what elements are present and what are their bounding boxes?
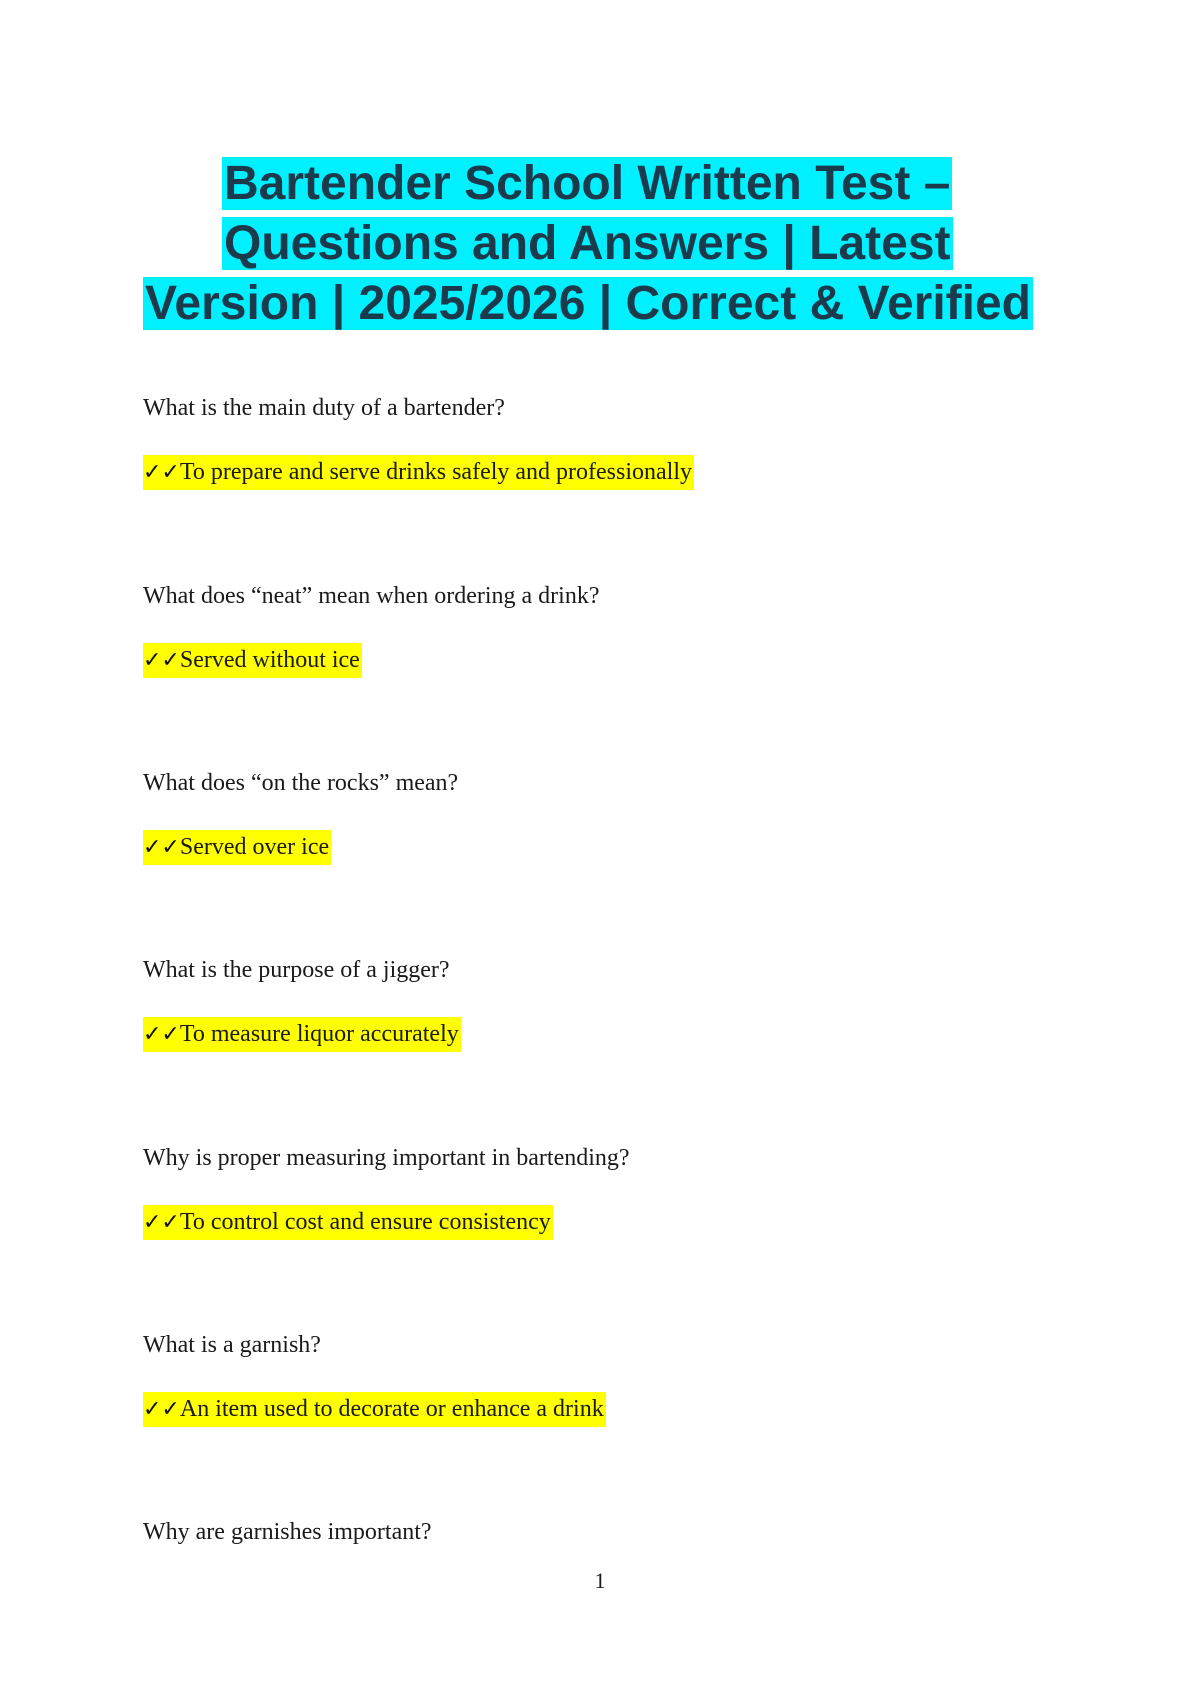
double-check-icon: ✓✓ [143, 460, 180, 485]
answer-highlight [143, 830, 331, 865]
answer-text: An item used to decorate or enhance a drink [179, 1396, 604, 1422]
question-text: What does “on the rocks” mean? [143, 770, 459, 796]
double-check-icon: ✓✓ [143, 1210, 180, 1235]
double-check-icon: ✓✓ [143, 648, 180, 673]
question-text: What is the main duty of a bartender? [143, 395, 505, 421]
double-check-icon: ✓✓ [143, 1397, 180, 1422]
answer-text: To measure liquor accurately [179, 1021, 459, 1047]
question-text: Why are garnishes important? [143, 1519, 432, 1545]
title-line-1: Bartender School Written Test – [224, 157, 951, 210]
answer-highlight [143, 1392, 606, 1427]
question-text: What is the purpose of a jigger? [143, 957, 450, 983]
title-line-3: Version | 2025/2026 | Correct & Verified [145, 277, 1031, 330]
document-title [143, 154, 1031, 334]
answer-text: Served without ice [179, 647, 360, 673]
answer-text: To prepare and serve drinks safely and professionally [179, 459, 693, 485]
double-check-icon: ✓✓ [143, 1022, 180, 1047]
question-text: Why is proper measuring important in bartending? [143, 1145, 630, 1171]
answer-text: To control cost and ensure consistency [179, 1209, 551, 1235]
page-number: 1 [594, 1568, 606, 1593]
question-text: What does “neat” mean when ordering a drink? [143, 583, 600, 609]
question-text: What is a garnish? [143, 1332, 321, 1358]
answer-highlight [143, 1205, 553, 1240]
answer-highlight [143, 455, 694, 490]
answer-highlight [143, 643, 362, 678]
title-line-2: Questions and Answers | Latest [224, 217, 951, 270]
answer-text: Served over ice [179, 834, 330, 860]
answer-highlight [143, 1017, 461, 1052]
double-check-icon: ✓✓ [143, 835, 180, 860]
